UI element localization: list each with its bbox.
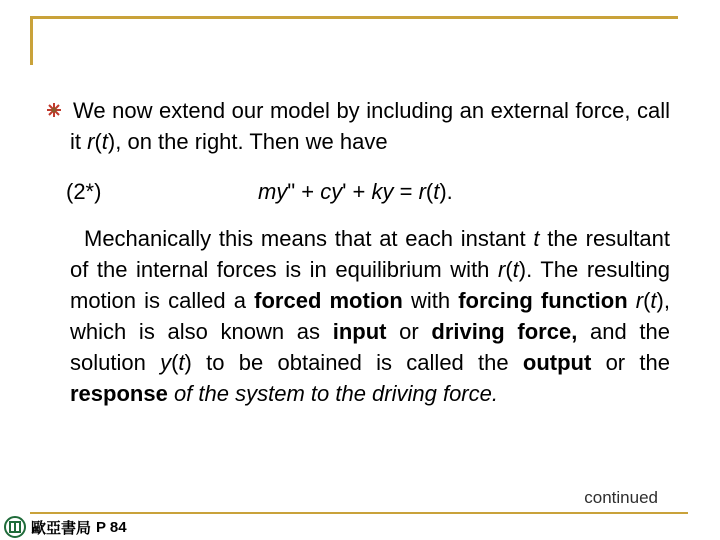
intro-paragraph: We now extend our model by including an external force, call it r(t), on the right. Then we have [70, 98, 670, 154]
term-forcing-function: forcing function [458, 288, 628, 313]
footer [4, 514, 127, 540]
publisher-logo-icon [4, 516, 26, 538]
page-number: P 84 [96, 518, 127, 536]
star-bullet-icon [46, 102, 62, 118]
term-output: output [522, 350, 592, 375]
equation-label: (2*) [66, 179, 102, 204]
frame-bottom-line [30, 512, 688, 514]
term-driving-force: driving force, [431, 319, 578, 344]
body-paragraph: Mechanically this means that at each instant t the resultant of the internal forces is in equilibrium with r(t). The resulting motion is called a forced motion with forcing function r(t), which is also known as input or driving force, and the solution y(t) to be obtained is called the output or the response of the system to the driving force. [70, 226, 670, 406]
equation-formula: my" + cy' + ky = r(t). [258, 179, 453, 204]
publisher-name: 歐亞書局 [31, 519, 92, 537]
frame-top-line [30, 16, 678, 19]
term-forced-motion: forced motion [254, 288, 403, 313]
continued-label: continued [584, 488, 658, 507]
term-input: input [332, 319, 387, 344]
term-response: response [70, 381, 168, 406]
frame-left-line [30, 16, 33, 65]
